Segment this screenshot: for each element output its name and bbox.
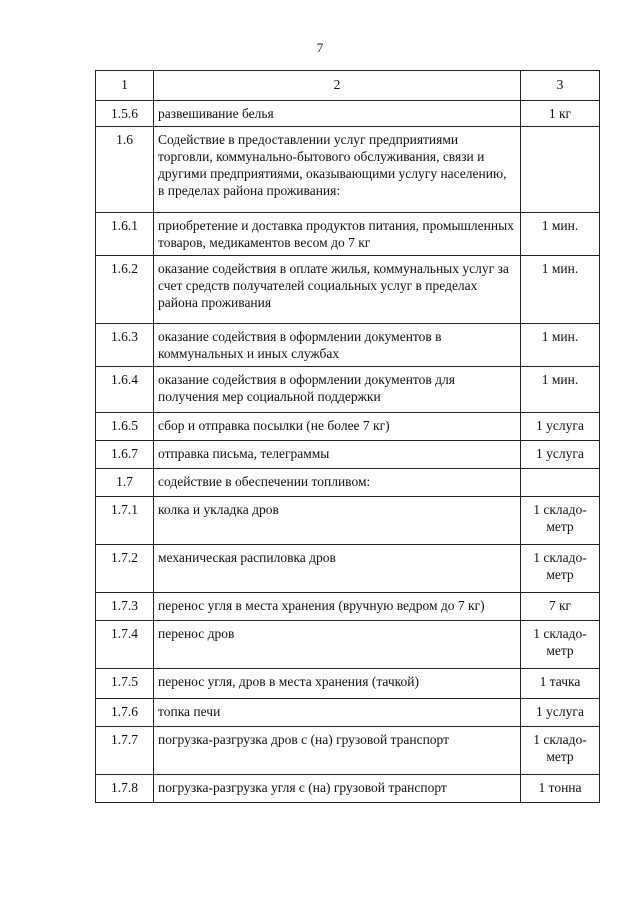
header-col-3: 3: [521, 71, 600, 101]
table-row: [96, 367, 600, 413]
row-service-text: приобретение и доставка продуктов питания, промышленных товаров, медикаментов весом до 7 кг: [154, 213, 521, 256]
row-unit: 1 мин.: [521, 324, 600, 367]
row-unit: [521, 127, 600, 213]
table-row: [96, 497, 600, 545]
row-number: 1.6.5: [96, 413, 154, 441]
row-number: 1.6.7: [96, 441, 154, 469]
row-service-text: содействие в обеспечении топливом:: [154, 469, 521, 497]
row-service-text: отправка письма, телеграммы: [154, 441, 521, 469]
table-row: [96, 441, 600, 469]
table-row: [96, 324, 600, 367]
table-row: [96, 127, 600, 213]
row-unit: 1 складо-метр: [521, 497, 600, 545]
row-unit: 1 тонна: [521, 775, 600, 803]
row-unit: 1 услуга: [521, 413, 600, 441]
page-number: 7: [316, 40, 324, 55]
row-service-text: сбор и отправка посылки (не более 7 кг): [154, 413, 521, 441]
row-number: 1.7.6: [96, 699, 154, 727]
row-service-text: Содействие в предоставлении услуг предприятиями торговли, коммунально-бытового обслуживания, связи и другими предприятиями, оказывающими услугу населению, в пределах района проживания:: [154, 127, 521, 213]
row-service-text: перенос дров: [154, 621, 521, 669]
row-number: 1.7.1: [96, 497, 154, 545]
row-unit: 1 мин.: [521, 367, 600, 413]
header-col-2: 2: [154, 71, 521, 101]
row-number: 1.6.2: [96, 256, 154, 324]
row-unit: 1 складо-метр: [521, 621, 600, 669]
row-number: 1.7: [96, 469, 154, 497]
row-unit: 1 складо-метр: [521, 545, 600, 593]
table-row: [96, 727, 600, 775]
row-number: 1.6: [96, 127, 154, 213]
row-number: 1.7.4: [96, 621, 154, 669]
row-number: 1.7.5: [96, 669, 154, 699]
table-row: [96, 669, 600, 699]
row-number: 1.5.6: [96, 101, 154, 127]
row-unit: 1 кг: [521, 101, 600, 127]
row-service-text: колка и укладка дров: [154, 497, 521, 545]
row-unit: 7 кг: [521, 593, 600, 621]
row-unit: 1 мин.: [521, 256, 600, 324]
row-service-text: механическая распиловка дров: [154, 545, 521, 593]
table-row: [96, 469, 600, 497]
row-number: 1.7.2: [96, 545, 154, 593]
row-number: 1.7.3: [96, 593, 154, 621]
services-table: [95, 70, 600, 803]
row-unit: 1 мин.: [521, 213, 600, 256]
table-row: [96, 545, 600, 593]
row-service-text: топка печи: [154, 699, 521, 727]
row-service-text: оказание содействия в оформлении документов в коммунальных и иных службах: [154, 324, 521, 367]
table-row: [96, 699, 600, 727]
row-number: 1.6.1: [96, 213, 154, 256]
header-col-1: 1: [96, 71, 154, 101]
table-header-row: [96, 71, 600, 101]
row-service-text: погрузка-разгрузка дров с (на) грузовой транспорт: [154, 727, 521, 775]
table-row: [96, 213, 600, 256]
row-service-text: погрузка-разгрузка угля с (на) грузовой транспорт: [154, 775, 521, 803]
table-row: [96, 413, 600, 441]
row-number: 1.6.4: [96, 367, 154, 413]
row-number: 1.7.7: [96, 727, 154, 775]
row-service-text: перенос угля, дров в места хранения (тачкой): [154, 669, 521, 699]
table-row: [96, 775, 600, 803]
row-service-text: оказание содействия в оплате жилья, коммунальных услуг за счет средств получателей социальных услуг в пределах района проживания: [154, 256, 521, 324]
row-unit: [521, 469, 600, 497]
row-unit: 1 услуга: [521, 699, 600, 727]
table-row: [96, 621, 600, 669]
row-service-text: оказание содействия в оформлении документов для получения мер социальной поддержки: [154, 367, 521, 413]
row-unit: 1 услуга: [521, 441, 600, 469]
table-row: [96, 256, 600, 324]
row-unit: 1 складо-метр: [521, 727, 600, 775]
row-service-text: перенос угля в места хранения (вручную ведром до 7 кг): [154, 593, 521, 621]
table-row: [96, 593, 600, 621]
row-number: 1.7.8: [96, 775, 154, 803]
row-service-text: развешивание белья: [154, 101, 521, 127]
row-unit: 1 тачка: [521, 669, 600, 699]
row-number: 1.6.3: [96, 324, 154, 367]
table-row: [96, 101, 600, 127]
